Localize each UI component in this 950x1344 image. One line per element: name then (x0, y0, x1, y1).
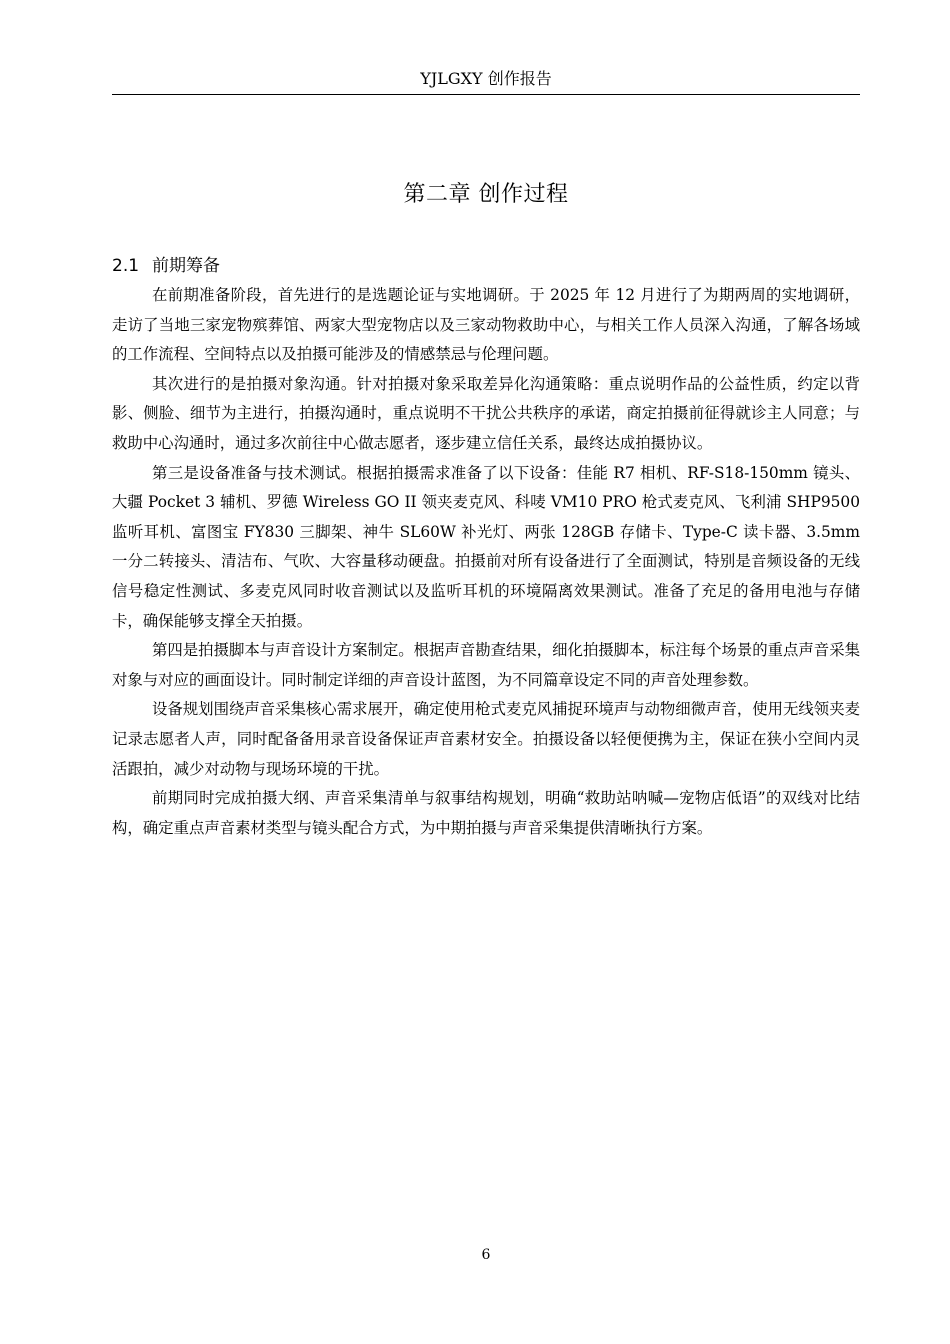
paragraph-equipment-testing: 第三是设备准备与技术测试。根据拍摄需求准备了以下设备：佳能 R7 相机、RF-S18-150mm 镜头、大疆 Pocket 3 辅机、罗德 Wireless GO II 领夹麦克风、科唛 VM10 PRO 枪式麦克风、飞利浦 SHP9500 监听耳机、富图宝 FY830 三脚架、神牛 SL60W 补光灯、两张 128GB 存储卡、Type-C 读卡器、3.5mm 一分二转接头、清洁布、气吹、大容量移动硬盘。拍摄前对所有设备进行了全面测试，特别是音频设备的无线信号稳定性测试、多麦克风同时收音测试以及监听耳机的环境隔离效果测试。准备了充足的备用电池与存储卡，确保能够支撑全天拍摄。 (112, 463, 860, 630)
paragraph-script-sound-design: 第四是拍摄脚本与声音设计方案制定。根据声音勘查结果，细化拍摄脚本，标注每个场景的重点声音采集对象与对应的画面设计。同时制定详细的声音设计蓝图，为不同篇章设定不同的声音处理参数。 (112, 641, 860, 689)
paragraph-subject-communication: 其次进行的是拍摄对象沟通。针对拍摄对象采取差异化沟通策略：重点说明作品的公益性质，约定以背影、侧脸、细节为主进行，拍摄沟通时，重点说明不干扰公共秩序的承诺，商定拍摄前征得就诊主人同意；与救助中心沟通时，通过多次前往中心做志愿者，逐步建立信任关系，最终达成拍摄协议。 (112, 374, 860, 452)
section-number: 2.1 (112, 256, 140, 276)
page-number: 6 (481, 1247, 491, 1263)
paragraph-outline-structure: 前期同时完成拍摄大纲、声音采集清单与叙事结构规划，明确“救助站呐喊—宠物店低语”的双线对比结构，确定重点声音素材类型与镜头配合方式，为中期拍摄与声音采集提供清晰执行方案。 (112, 789, 860, 837)
section-title: 前期筹备 (152, 256, 220, 276)
paragraph-equipment-planning: 设备规划围绕声音采集核心需求展开，确定使用枪式麦克风捕捉环境声与动物细微声音，使用无线领夹麦记录志愿者人声，同时配备备用录音设备保证声音素材安全。拍摄设备以轻便便携为主，保证在狭小空间内灵活跟拍，减少对动物与现场环境的干扰。 (112, 700, 860, 778)
body-text (112, 281, 860, 843)
header-title: YJLGXY 创作报告 (420, 69, 552, 88)
page-header (112, 66, 860, 95)
chapter-title: 第二章 创作过程 (403, 182, 569, 207)
paragraph-preparation-overview: 在前期准备阶段，首先进行的是选题论证与实地调研。于 2025 年 12 月进行了为期两周的实地调研，走访了当地三家宠物殡葬馆、两家大型宠物店以及三家动物救助中心，与相关工作人员深入沟通，了解各场域的工作流程、空间特点以及拍摄可能涉及的情感禁忌与伦理问题。 (112, 286, 860, 364)
section-heading (112, 253, 860, 279)
